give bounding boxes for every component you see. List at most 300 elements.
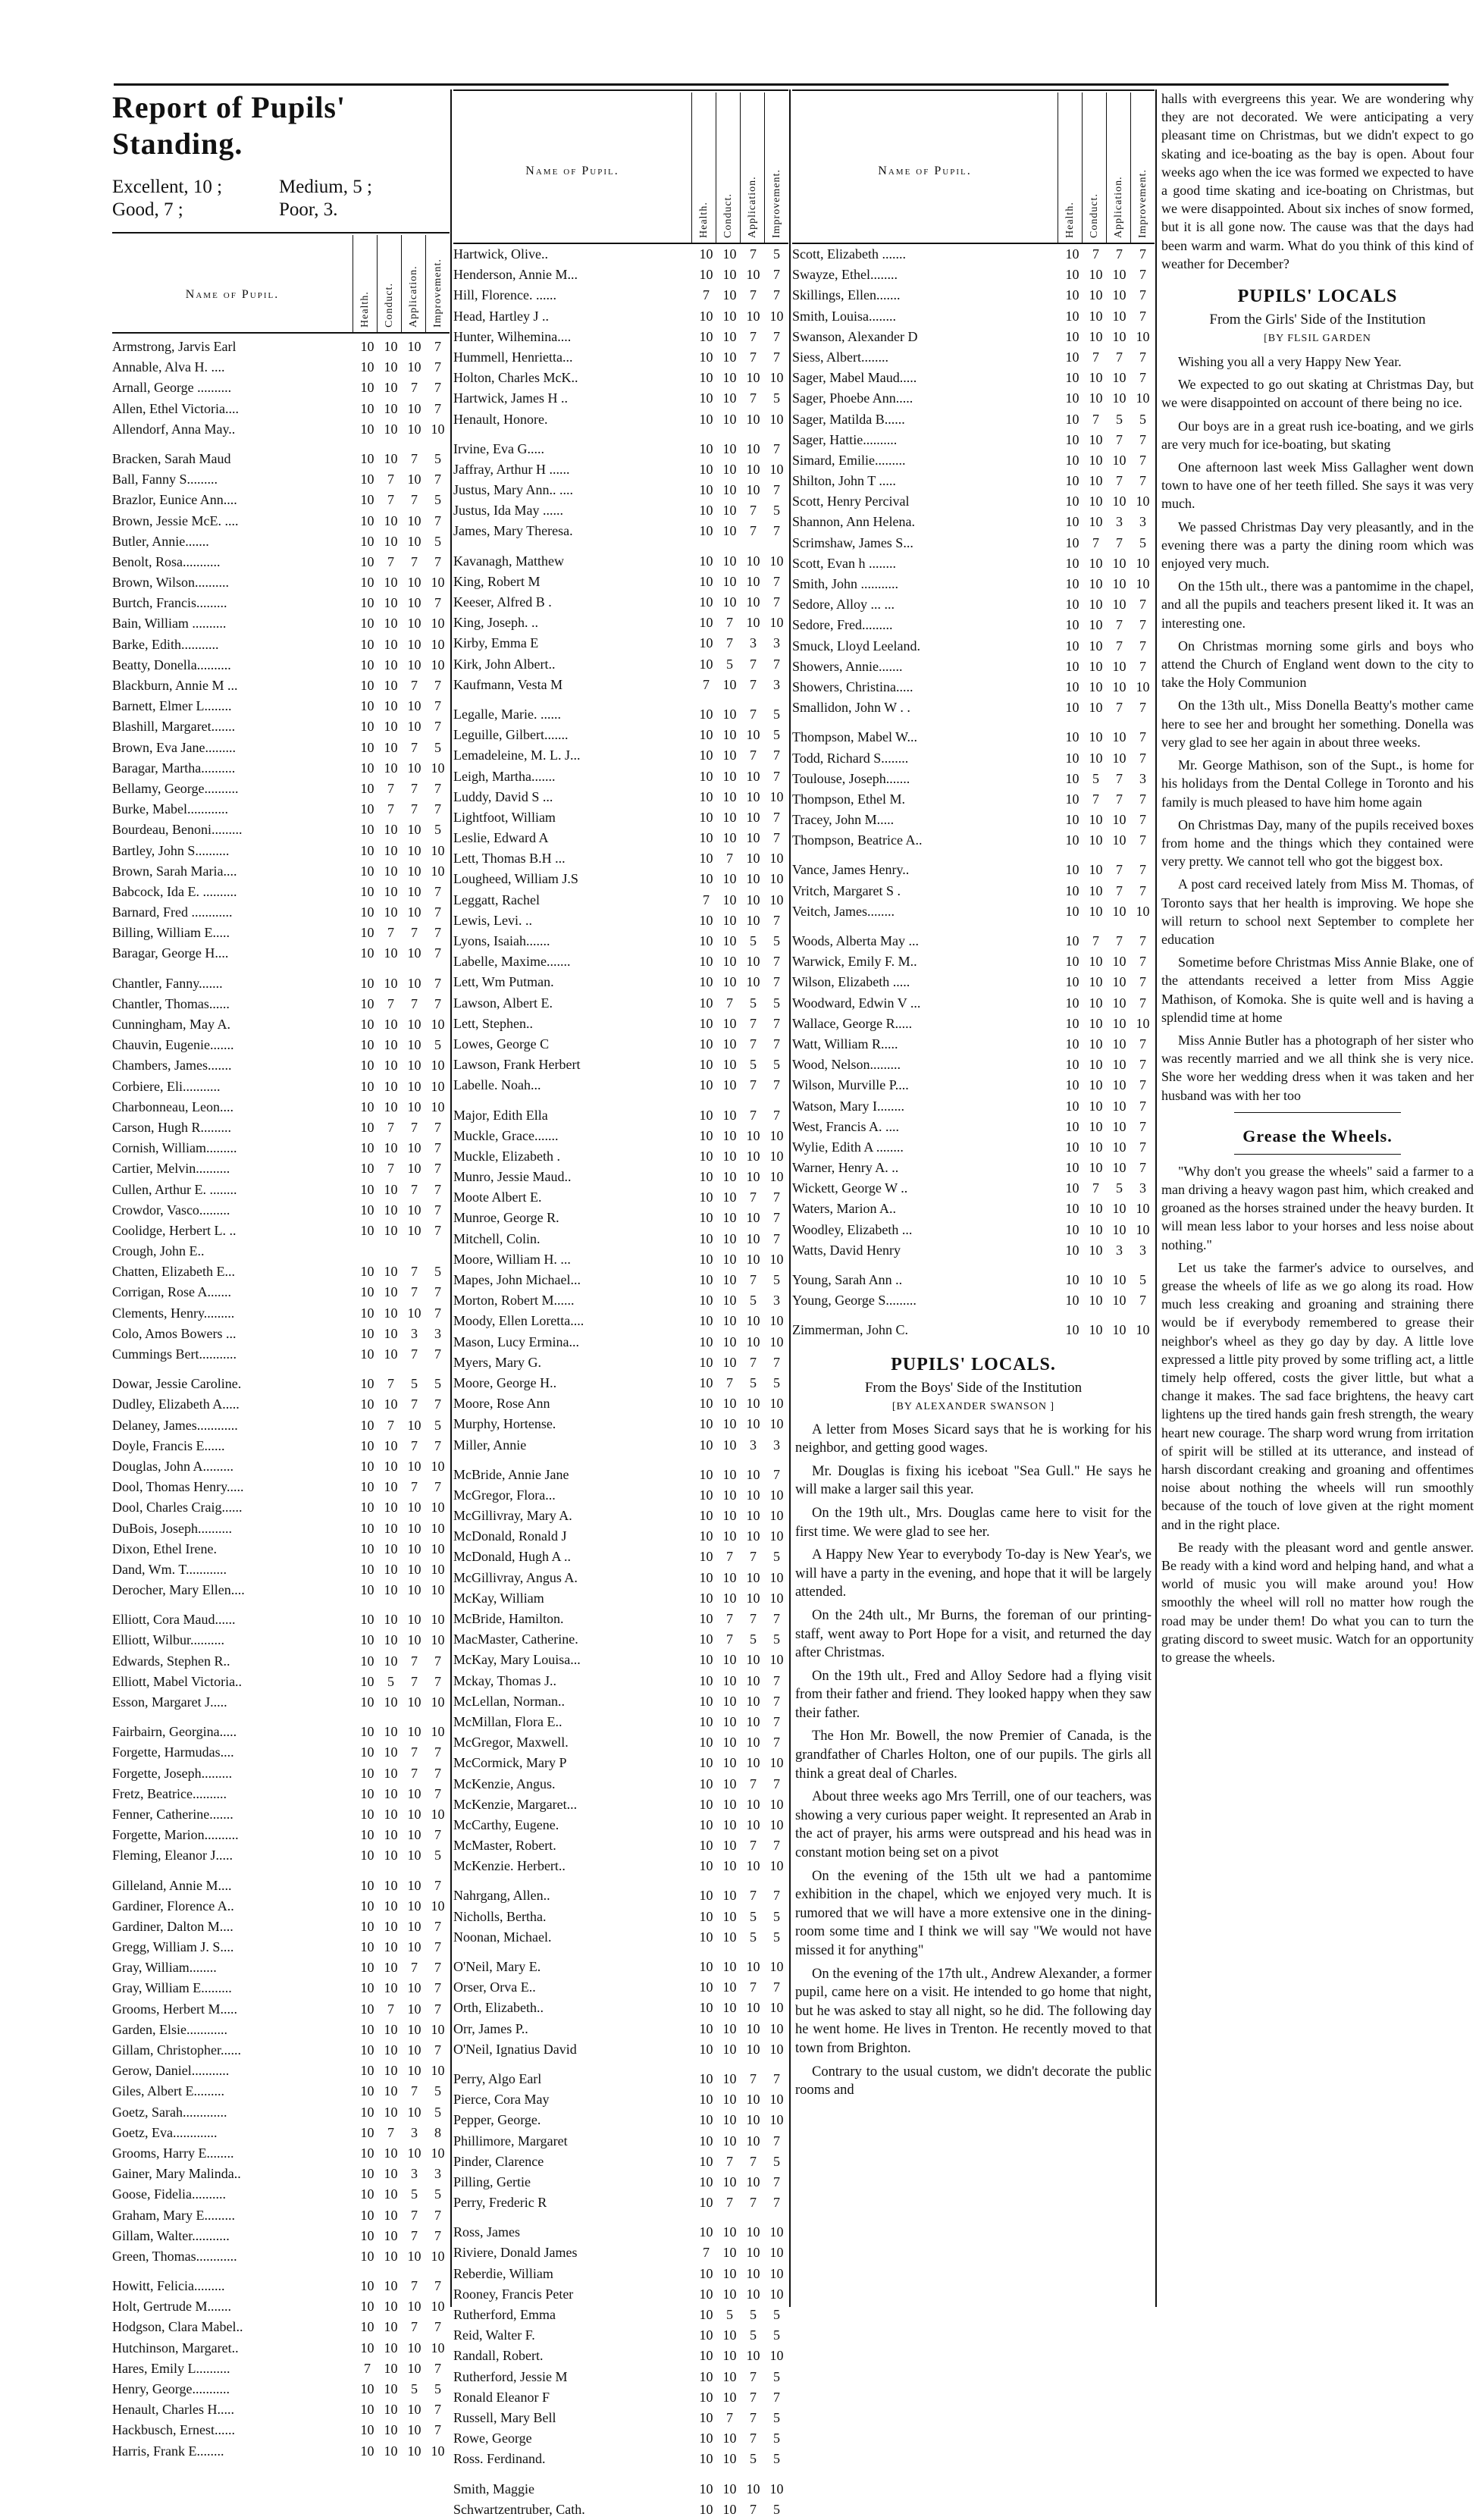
improvement-score: 10 [769,2000,784,2016]
conduct-score: 10 [384,1325,398,1341]
table-row [792,1075,1155,1095]
health-score: 10 [360,1305,374,1321]
improvement-score: 7 [773,1979,780,1995]
conduct-score: 10 [722,1959,737,1974]
improvement-score: 10 [431,2063,445,2079]
conduct-score: 10 [384,400,398,416]
pupil-name: Nahrgang, Allen.. [453,1888,550,1904]
pupil-name: Coolidge, Herbert L. .. [112,1222,237,1238]
health-score: 10 [1065,862,1079,878]
application-score: 10 [746,553,760,569]
application-score: 10 [746,2092,760,2108]
health-score: 10 [699,2070,713,2086]
table-row [453,911,788,931]
health-score: 10 [1065,267,1079,283]
pupil-name: Sedore, Alloy ... ... [792,597,895,613]
application-score: 10 [407,1939,421,1955]
application-score: 3 [1116,514,1123,530]
conduct-score: 10 [1089,431,1103,447]
improvement-score: 10 [769,2020,784,2036]
conduct-score: 10 [722,553,737,569]
table-row [112,1344,450,1365]
health-score: 10 [699,440,713,456]
health-score: 10 [699,1735,713,1751]
improvement-score: 7 [1139,617,1146,633]
health-score: 7 [703,287,710,303]
application-score: 10 [746,1508,760,1524]
application-score: 10 [746,871,760,887]
conduct-score: 10 [384,1037,398,1053]
health-score: 10 [699,2409,713,2425]
pupil-name: Annable, Alva H. .... [112,359,225,375]
improvement-score: 7 [1139,246,1146,262]
row-spacer [792,851,1155,860]
table-row [453,368,788,388]
health-score: 10 [360,575,374,591]
pupil-name: Brown, Eva Jane......... [112,739,236,755]
header-improvement: Improvement. [425,235,450,332]
table-row [453,1034,788,1055]
application-score: 5 [411,1376,418,1392]
pupil-name: Ball, Fanny S......... [112,472,218,487]
improvement-score: 10 [769,553,784,569]
health-score: 10 [360,1437,374,1453]
table-row [792,931,1155,951]
application-score: 10 [407,1918,421,1934]
table-row [112,696,450,716]
article-paragraph: On the 19th ult., Mrs. Douglas came here to visit for the first time. We were glad to see her. [795,1505,1152,1540]
health-score: 10 [360,2278,374,2294]
pupil-name: Henault, Honore. [453,411,548,427]
health-score: 7 [703,892,710,907]
table-header [112,232,450,334]
conduct-score: 10 [384,1898,398,1914]
health-score: 10 [699,1127,713,1143]
table-row [112,2102,450,2123]
conduct-score: 10 [722,2112,737,2128]
application-score: 7 [750,1776,757,1791]
application-score: 10 [407,1612,421,1628]
improvement-score: 7 [773,349,780,365]
pupil-name: Todd, Richard S........ [792,750,909,766]
table-row [792,1034,1155,1055]
improvement-score: 7 [434,801,441,817]
health-score: 10 [699,2153,713,2169]
table-row [112,2296,450,2317]
health-score: 10 [360,904,374,920]
pupil-name: Dool, Charles Craig...... [112,1500,243,1515]
improvement-score: 10 [769,2481,784,2496]
article-paragraph: On the evening of the 15th ult we had a pantomime exhibition in the chapel, which we enjoyed very much. It is rumored that we will have a more extensive one in the dining-room some time and I think we will say "We would not have missed it for anything" [795,1868,1152,1958]
health-score: 10 [1065,555,1079,571]
health-score: 10 [699,1251,713,1267]
application-score: 10 [407,975,421,991]
pupil-name: Chantler, Fanny....... [112,975,223,991]
row-spacer [112,1365,450,1374]
pupil-name: Holt, Gertrude M....... [112,2299,231,2315]
improvement-score: 10 [431,1541,445,1556]
table-row [453,931,788,951]
table-row [112,635,450,655]
pupil-name: Graham, Mary E......... [112,2207,235,2223]
table-row [453,2152,788,2172]
pupil-name: Holton, Charles McK.. [453,370,578,386]
pupil-name: Brazlor, Eunice Ann.... [112,492,237,508]
table-row [112,758,450,779]
application-score: 10 [746,1590,760,1606]
application-score: 7 [750,748,757,763]
health-score: 10 [1065,617,1079,633]
pupil-name: Cullen, Arthur E. ........ [112,1181,237,1197]
pupil-name: Giles, Albert E......... [112,2083,224,2099]
pupil-name: Gilleland, Annie M.... [112,1877,232,1893]
application-score: 10 [1112,1272,1126,1287]
article-paragraph: Sometime before Christmas Miss Annie Blake, one of the attendants received a letter from Miss Aggie Mathison, of Komoka. She is quite well and is having a splendid time at home [1161,954,1474,1025]
health-score: 10 [699,1396,713,1412]
improvement-score: 7 [773,1713,780,1729]
pupil-name: Sager, Hattie.......... [792,431,898,447]
improvement-score: 10 [769,1569,784,1585]
application-score: 10 [746,1569,760,1585]
health-score: 10 [1065,597,1079,613]
application-score: 10 [1112,1015,1126,1031]
table-row [453,2325,788,2346]
conduct-score: 10 [384,1960,398,1976]
health-score: 10 [360,1765,374,1781]
improvement-score: 7 [434,1140,441,1156]
table-row [453,1650,788,1670]
pupil-name: Major, Edith Ella [453,1107,548,1123]
health-score: 10 [1065,431,1079,447]
pupil-name: Leggatt, Rachel [453,892,540,907]
application-score: 10 [746,1127,760,1143]
health-score: 10 [1065,974,1079,990]
conduct-score: 10 [722,2389,737,2405]
table-row [453,2346,788,2366]
pupil-name: Vritch, Margaret S . [792,882,901,898]
pupil-name: Brown, Jessie McE. .... [112,512,239,528]
pupil-name: Bourdeau, Benoni......... [112,822,243,838]
health-score: 10 [1065,1077,1079,1093]
application-score: 5 [750,933,757,948]
conduct-score: 5 [1092,770,1099,786]
application-score: 7 [411,1765,418,1781]
improvement-score: 10 [769,1169,784,1185]
table-row [112,738,450,758]
application-score: 10 [1112,1201,1126,1217]
application-score: 7 [411,1479,418,1495]
application-score: 7 [1116,534,1123,550]
pupil-name: Woodward, Edwin V ... [792,995,921,1011]
improvement-score: 7 [1139,791,1146,807]
conduct-score: 10 [722,594,737,610]
conduct-score: 10 [722,2000,737,2016]
article-paragraph: Let us take the farmer's advice to ourselves, and grease the wheels of life as we go along its road. How much less creaking and groaning and straining there would be if everybody remembered to grease their neighbor's wheel as they go day by day. A little love expressed a little pity proved by some trifling act, a little timely help offered, costs the giver little, but what a change it makes. The sad face brightens, the heavy cart lightens up the tired hands gain fresh strength, the weary heart new courage. The sharp word wrung from irritation of spirit will be stilled at its utterance, and instead of harsh discordant creaking and groaning and offentimes noise about nothing the wheels will run smoothly because of the touch of love given at the right moment and in the right place. [1161,1259,1474,1532]
pupil-name: Hutchinson, Margaret.. [112,2340,239,2355]
conduct-score: 10 [384,1458,398,1474]
health-score: 10 [699,1693,713,1709]
health-score: 10 [360,2381,374,2396]
application-score: 10 [746,1755,760,1771]
health-score: 10 [699,635,713,651]
health-score: 10 [699,482,713,498]
conduct-score: 10 [722,676,737,692]
pupil-name: Forgette, Marion.......... [112,1827,239,1843]
table-row [112,552,450,572]
table-row [453,2387,788,2408]
improvement-score: 7 [1139,658,1146,674]
table-row [792,1290,1155,1311]
article-paragraph: "Why don't you grease the wheels" said a farmer to a man driving a heavy wagon past him, which creaked and groaned as the horses strained under the heavy burden. It will mean less labor to your horses and less noise about nothing." [1161,1163,1474,1252]
pupil-name: Moody, Ellen Loretta.... [453,1313,584,1329]
health-score: 10 [360,1222,374,1238]
conduct-score: 10 [384,1582,398,1598]
health-score: 10 [699,727,713,743]
table-row [112,1876,450,1896]
pupil-name: Dixon, Ethel Irene. [112,1541,217,1556]
improvement-score: 5 [773,503,780,519]
health-score: 10 [360,2063,374,2079]
table-row [112,1477,450,1497]
table-row [112,1014,450,1035]
pupil-name: Tracey, John M..... [792,812,895,828]
conduct-score: 10 [384,842,398,858]
application-score: 7 [1116,349,1123,365]
application-score: 10 [407,1561,421,1577]
improvement-score: 10 [431,636,445,652]
header-conduct: Conduct. [1082,92,1106,243]
conduct-score: 10 [722,1189,737,1205]
improvement-score: 7 [773,1693,780,1709]
conduct-score: 10 [1089,1015,1103,1031]
health-score: 10 [360,945,374,961]
application-score: 10 [746,2286,760,2302]
health-score: 10 [699,1631,713,1647]
improvement-score: 10 [769,1396,784,1412]
conduct-score: 10 [384,2166,398,2182]
application-score: 10 [746,809,760,825]
application-score: 10 [1112,576,1126,591]
improvement-score: 7 [773,1210,780,1226]
pupil-name: Lowes, George C [453,1036,550,1052]
improvement-score: 5 [773,995,780,1011]
pupil-name: Skillings, Ellen....... [792,287,901,303]
pupil-name: Chauvin, Eugenie....... [112,1037,234,1053]
improvement-score: 7 [434,1222,441,1238]
conduct-score: 10 [384,2278,398,2294]
table-row [453,1414,788,1434]
table-row [112,943,450,964]
conduct-score: 10 [722,1929,737,1945]
health-score: 10 [360,975,374,991]
conduct-score: 7 [387,472,394,487]
table-row [112,820,450,840]
application-score: 10 [407,1632,421,1648]
health-score: 10 [1065,494,1079,509]
table-row [453,2089,788,2110]
conduct-score: 10 [384,822,398,838]
health-score: 10 [699,573,713,589]
application-score: 7 [750,1838,757,1854]
application-score: 10 [1112,658,1126,674]
pupil-name: Kavanagh, Matthew [453,553,564,569]
application-score: 10 [407,1161,421,1177]
improvement-score: 10 [769,1959,784,1974]
column-divider [1155,89,1157,2307]
conduct-score: 10 [722,1838,737,1854]
pupil-name: Scott, Evan h ........ [792,555,896,571]
article-subtitle: From the Boys' Side of the Institution [864,1379,1083,1396]
improvement-score: 7 [434,1437,441,1453]
health-score: 10 [1065,638,1079,654]
table-row [453,675,788,695]
pupil-name: Armstrong, Jarvis Earl [112,339,237,354]
health-score: 10 [360,1325,374,1341]
conduct-score: 10 [722,390,737,406]
conduct-score: 7 [726,1631,733,1647]
improvement-score: 7 [773,1107,780,1123]
pupil-name: O'Neil, Ignatius David [453,2041,577,2057]
row-spacer [453,2060,788,2069]
pupil-name: Woodley, Elizabeth ... [792,1221,913,1237]
health-score: 10 [1065,1118,1079,1134]
application-score: 10 [407,1058,421,1074]
application-score: 10 [746,768,760,784]
pupil-name: Morton, Robert M...... [453,1293,575,1309]
conduct-score: 10 [722,2092,737,2108]
pupil-name: Chatten, Elizabeth E... [112,1264,235,1280]
conduct-score: 10 [1089,1272,1103,1287]
health-score: 10 [1065,534,1079,550]
conduct-score: 10 [722,1354,737,1370]
table-row [112,861,450,882]
conduct-score: 10 [384,904,398,920]
application-score: 5 [750,1057,757,1073]
health-score: 10 [360,1561,374,1577]
application-score: 10 [1112,954,1126,970]
table-row [792,306,1155,327]
conduct-score: 10 [722,461,737,477]
application-score: 10 [407,822,421,838]
improvement-score: 10 [769,2348,784,2364]
table-row [453,1526,788,1547]
improvement-score: 7 [434,2207,441,2223]
health-score: 10 [360,719,374,735]
pupil-name: Chambers, James....... [112,1058,232,1074]
table-row [453,1957,788,1977]
application-score: 5 [750,1908,757,1924]
table-row [792,1240,1155,1261]
improvement-score: 7 [434,2042,441,2058]
conduct-score [379,1241,403,1262]
conduct-score: 10 [384,1632,398,1648]
application-score: 10 [746,1858,760,1874]
table-row [453,1075,788,1095]
application-score: 10 [407,863,421,879]
pupil-name: Leguille, Gilbert....... [453,727,569,743]
conduct-score: 10 [384,719,398,735]
article-paragraph: One afternoon last week Miss Gallagher went down town to have one of her teeth filled. She says it was very much. [1161,459,1474,512]
health-score: 10 [699,1416,713,1432]
improvement-score: 10 [431,1078,445,1094]
improvement-score: 5 [773,1057,780,1073]
article-paragraph: A post card received lately from Miss M. Thomas, of Toronto says that her health is improving. We hope she will return to school next September to complete her education [1161,876,1474,947]
pupil-name: Fleming, Eleanor J..... [112,1848,233,1863]
application-score: 10 [1112,679,1126,694]
conduct-score: 10 [384,2063,398,2079]
improvement-score: 7 [773,440,780,456]
pupil-name: Elliott, Mabel Victoria.. [112,1673,243,1689]
pupil-name: Wickett, George W .. [792,1180,908,1196]
article-paragraph: On Christmas morning some girls and boys who attend the Church of England went down to the city to take the Holy Communion [1161,638,1474,691]
improvement-score: 10 [431,2340,445,2355]
health-score: 10 [699,1908,713,1924]
application-score: 7 [1116,933,1123,948]
table-row [792,368,1155,388]
pupil-name: Kirk, John Albert.. [453,656,556,672]
health-score: 10 [360,553,374,569]
table-row [792,388,1155,409]
pupil-name: Vance, James Henry.. [792,862,910,878]
improvement-score: 7 [1139,832,1146,848]
conduct-score: 10 [722,523,737,539]
conduct-score: 7 [726,635,733,651]
health-score: 10 [360,780,374,796]
application-score: 7 [750,2389,757,2405]
conduct-score: 10 [384,1541,398,1556]
health-score: 10 [699,1374,713,1390]
pupil-name: Dowar, Jessie Caroline. [112,1376,242,1392]
table-row [112,2420,450,2440]
application-score: 7 [750,246,757,262]
header-improvement: Improvement. [1130,92,1155,243]
pupil-name: McCormick, Mary P [453,1755,567,1771]
application-score: 10 [407,2360,421,2376]
application-score: 10 [746,912,760,928]
improvement-score: 10 [431,1099,445,1114]
conduct-score: 7 [1092,349,1099,365]
application-score: 5 [750,2307,757,2322]
table-row [792,727,1155,748]
table-row [112,1559,450,1580]
pupil-name: Schwartzentruber, Cath. [453,2501,585,2517]
application-score: 10 [407,883,421,899]
health-score: 10 [699,1210,713,1226]
improvement-score: 5 [773,1374,780,1390]
conduct-score: 10 [722,1693,737,1709]
conduct-score: 7 [387,553,394,569]
table-row [453,745,788,766]
pupil-name: Muckle, Elizabeth . [453,1148,560,1164]
application-score: 7 [411,2319,418,2335]
table-row [792,1220,1155,1240]
conduct-score: 10 [1089,1077,1103,1093]
health-score: 10 [699,1148,713,1164]
improvement-score: 7 [1139,700,1146,716]
conduct-score: 10 [1089,832,1103,848]
health-score: 10 [360,739,374,755]
conduct-score: 10 [1089,1293,1103,1309]
health-score: 7 [364,2360,371,2376]
pupil-name: Douglas, John A......... [112,1458,234,1474]
health-score: 10 [360,1632,374,1648]
table-row [453,2500,788,2520]
improvement-score: 5 [434,2104,441,2120]
improvement-score: 5 [773,706,780,722]
pupil-name: Henault, Charles H..... [112,2402,234,2418]
pupil-name: Mitchell, Colin. [453,1230,541,1246]
table-row [792,1320,1155,1340]
